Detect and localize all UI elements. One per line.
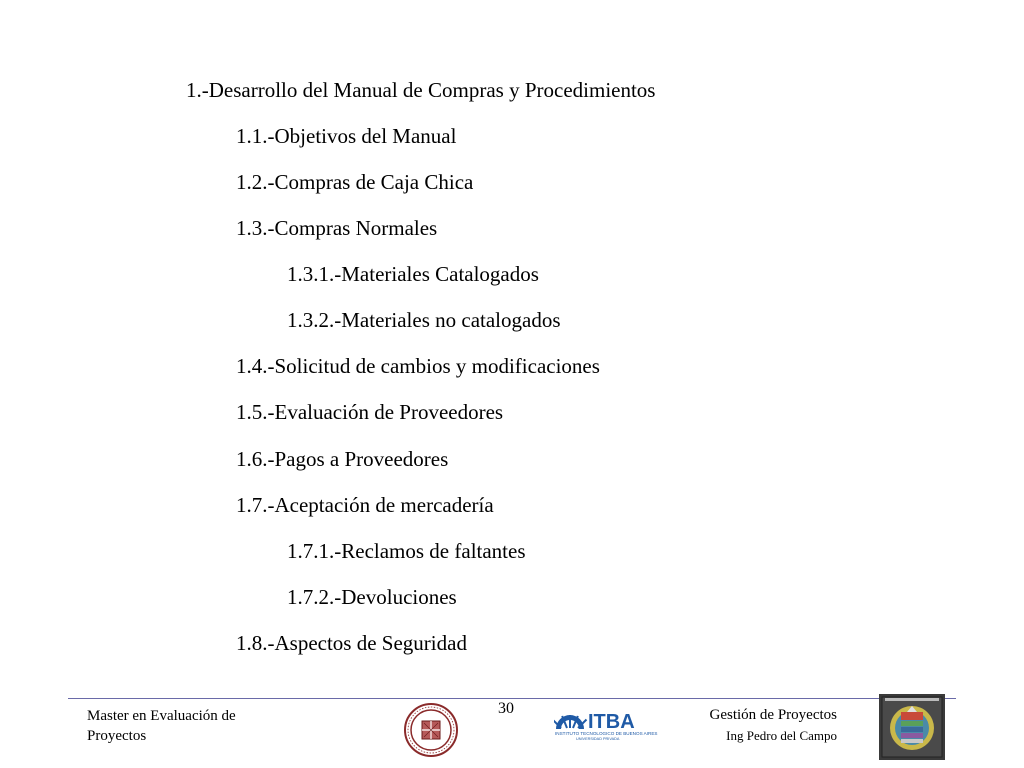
footer-course-name xyxy=(87,706,287,746)
outline-item-1-3-2: 1.3.2.-Materiales no catalogados xyxy=(287,308,561,332)
outline-item-1-1: 1.1.-Objetivos del Manual xyxy=(236,124,457,148)
outline-item-1: 1.-Desarrollo del Manual de Compras y Procedimientos xyxy=(186,78,656,102)
itba-tagline: UNIVERSIDAD PRIVADA xyxy=(576,737,620,741)
footer-course-line2: Proyectos xyxy=(87,728,147,744)
book-cover-icon xyxy=(879,694,945,760)
outline-item-1-3-1: 1.3.1.-Materiales Catalogados xyxy=(287,262,539,286)
footer-course-line1: Master en Evaluación de xyxy=(87,708,236,724)
footer-instructor: Ing Pedro del Campo xyxy=(726,728,837,743)
itba-wordmark: ITBA xyxy=(588,711,635,733)
outline-item-1-6: 1.6.-Pagos a Proveedores xyxy=(236,447,449,471)
outline-item-1-7-1: 1.7.1.-Reclamos de faltantes xyxy=(287,539,526,563)
outline-item-1-4: 1.4.-Solicitud de cambios y modificaciones xyxy=(236,354,600,378)
outline-item-1-5: 1.5.-Evaluación de Proveedores xyxy=(236,400,504,424)
outline-item-1-2: 1.2.-Compras de Caja Chica xyxy=(236,170,474,194)
page-number: 30 xyxy=(498,700,514,717)
itba-subtitle: INSTITUTO TECNOLOGICO DE BUENOS AIRES xyxy=(555,731,658,736)
outline-item-1-7: 1.7.-Aceptación de mercadería xyxy=(236,493,494,517)
outline-item-1-8: 1.8.-Aspectos de Seguridad xyxy=(236,631,467,655)
footer-subject-title: Gestión de Proyectos xyxy=(709,707,837,723)
university-seal-icon xyxy=(404,703,458,757)
footer-divider xyxy=(68,698,956,699)
outline-item-1-3: 1.3.-Compras Normales xyxy=(236,216,438,240)
itba-logo-icon xyxy=(554,707,666,741)
outline-item-1-7-2: 1.7.2.-Devoluciones xyxy=(287,585,457,609)
